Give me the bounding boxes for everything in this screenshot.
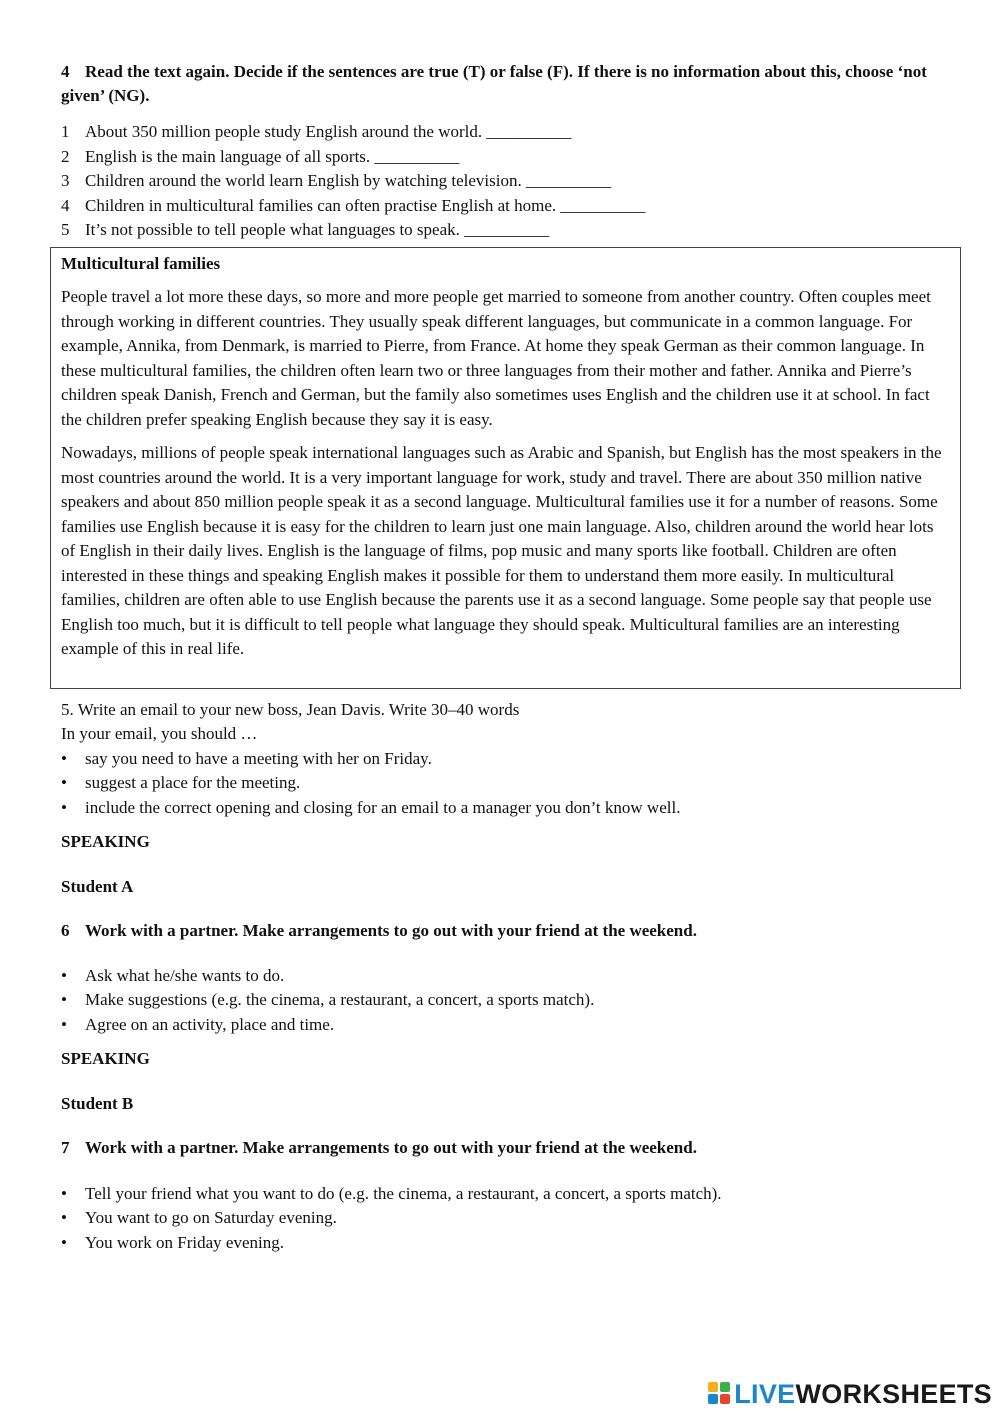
list-item	[61, 964, 961, 989]
list-item-text: suggest a place for the meeting.	[85, 773, 301, 792]
list-item-text: include the correct opening and closing for an email to a manager you don’t know well.	[85, 797, 681, 817]
list-item	[61, 771, 961, 796]
list-item-text: Agree on an activity, place and time.	[85, 1014, 335, 1034]
q4-statement[interactable]	[61, 120, 961, 145]
statement-text: Children in multicultural families can often practise English at home. __________	[85, 195, 646, 215]
bullet-icon: •	[61, 1208, 67, 1227]
statement-number: 1	[61, 122, 70, 141]
q7-instruction-text: Work with a partner. Make arrangements to go out with your friend at the weekend.	[85, 1138, 697, 1157]
q4-statement[interactable]	[61, 218, 961, 243]
q4-statement-list	[61, 120, 961, 243]
q6-number: 6	[61, 921, 70, 940]
statement-number: 3	[61, 171, 70, 190]
list-item	[61, 1013, 961, 1038]
list-item-text: Tell your friend what you want to do (e.g. the cinema, a restaurant, a concert, a sports match).	[85, 1183, 722, 1203]
q7-bullet-list	[61, 1182, 961, 1256]
speaking-b-heading: SPEAKING	[61, 1049, 150, 1068]
reading-paragraph-1: People travel a lot more these days, so more and more people get married to someone from another country. Often couples meet through working in different countries. They usually speak different languages, but communicate in a common language. For example, Annika, from Denmark, is married to Pierre, from France. At home they speak German as their common language. In these multicultural families, the children often learn two or three languages from their mother and father. Annika and Pierre’s children speak Danish, French and German, but the family also sometimes uses English and the children use it at school. In fact the children prefer speaking English because they say it is easy.	[61, 287, 931, 429]
list-item	[61, 988, 961, 1013]
list-item	[61, 747, 961, 772]
list-item-text: Make suggestions (e.g. the cinema, a restaurant, a concert, a sports match).	[85, 990, 595, 1009]
bullet-icon: •	[61, 773, 67, 792]
q4-instruction-text: Read the text again. Decide if the sentences are true (T) or false (F). If there is no information about this, choose ‘not given’ (NG).	[61, 62, 927, 105]
list-item-text: You work on Friday evening.	[85, 1232, 284, 1252]
bullet-icon: •	[61, 1232, 67, 1252]
reading-text-box	[50, 247, 961, 689]
q6-instruction-text: Work with a partner. Make arrangements to go out with your friend at the weekend.	[85, 921, 697, 940]
bullet-icon: •	[61, 748, 67, 768]
q5-intro: In your email, you should …	[61, 724, 258, 743]
bullet-icon: •	[61, 797, 67, 817]
logo-tile	[720, 1382, 730, 1392]
logo-text-live: LIVE	[734, 1378, 796, 1409]
q7-number: 7	[61, 1138, 70, 1157]
list-item-text: Ask what he/she wants to do.	[85, 965, 285, 985]
q5-title: 5. Write an email to your new boss, Jean Davis. Write 30–40 words	[61, 699, 520, 719]
q4-statement[interactable]	[61, 169, 961, 194]
bullet-icon: •	[61, 1183, 67, 1203]
q4-statement[interactable]	[61, 145, 961, 170]
q7-instruction	[61, 1136, 961, 1161]
statement-number: 2	[61, 146, 70, 166]
list-item	[61, 1182, 961, 1207]
reading-paragraph-2: Nowadays, millions of people speak international languages such as Arabic and Spanish, but English has the most speakers in the most countries around the world. It is a very important language for work, study and travel. There are about 350 million native speakers and about 850 million people speak it as a second language. Multicultural families use it for a number of reasons. Some families use English because it is easy for the children to learn just one main language. Also, children around the world hear lots of English in their daily lives. English is the language of films, pop music and many sports like football. Children are often interested in these things and speaking English makes it possible for them to understand them more easily. In multicultural families, children are often able to use English because the parents use it as a second language. Some people say that people use English too much, but it is difficult to tell people what language they should speak. Multicultural families are an interesting example of this in real life.	[61, 443, 942, 658]
reading-title: Multicultural families	[61, 253, 221, 273]
list-item	[61, 1206, 961, 1231]
statement-text: It’s not possible to tell people what languages to speak. __________	[85, 220, 550, 239]
bullet-icon: •	[61, 990, 67, 1009]
student-b-label: Student B	[61, 1093, 134, 1113]
bullet-icon: •	[61, 965, 67, 985]
list-item	[61, 1231, 961, 1256]
logo-text	[734, 1379, 992, 1410]
q6-instruction	[61, 919, 961, 944]
statement-text: English is the main language of all sports. __________	[85, 146, 460, 166]
q5-bullet-list	[61, 747, 961, 821]
logo-text-worksheets: WORKSHEETS	[795, 1378, 992, 1409]
statement-text: Children around the world learn English by watching television. __________	[85, 171, 611, 190]
q5-section	[61, 698, 961, 821]
worksheet-page	[61, 60, 961, 1255]
speaking-a-heading: SPEAKING	[61, 832, 150, 851]
q4-number: 4	[61, 62, 70, 81]
logo-tile	[708, 1382, 718, 1392]
logo-tile	[708, 1394, 718, 1404]
logo-grid-icon	[708, 1382, 732, 1406]
q4-instruction	[61, 60, 961, 108]
q6-bullet-list	[61, 964, 961, 1038]
liveworksheets-logo[interactable]	[708, 1377, 992, 1411]
list-item	[61, 796, 961, 821]
q4-statement[interactable]	[61, 194, 961, 219]
list-item-text: say you need to have a meeting with her on Friday.	[85, 748, 432, 768]
statement-text: About 350 million people study English around the world. __________	[85, 122, 572, 141]
bullet-icon: •	[61, 1014, 67, 1034]
statement-number: 4	[61, 195, 70, 215]
student-a-label: Student A	[61, 876, 134, 896]
list-item-text: You want to go on Saturday evening.	[85, 1208, 337, 1227]
statement-number: 5	[61, 220, 70, 239]
logo-tile	[720, 1394, 730, 1404]
